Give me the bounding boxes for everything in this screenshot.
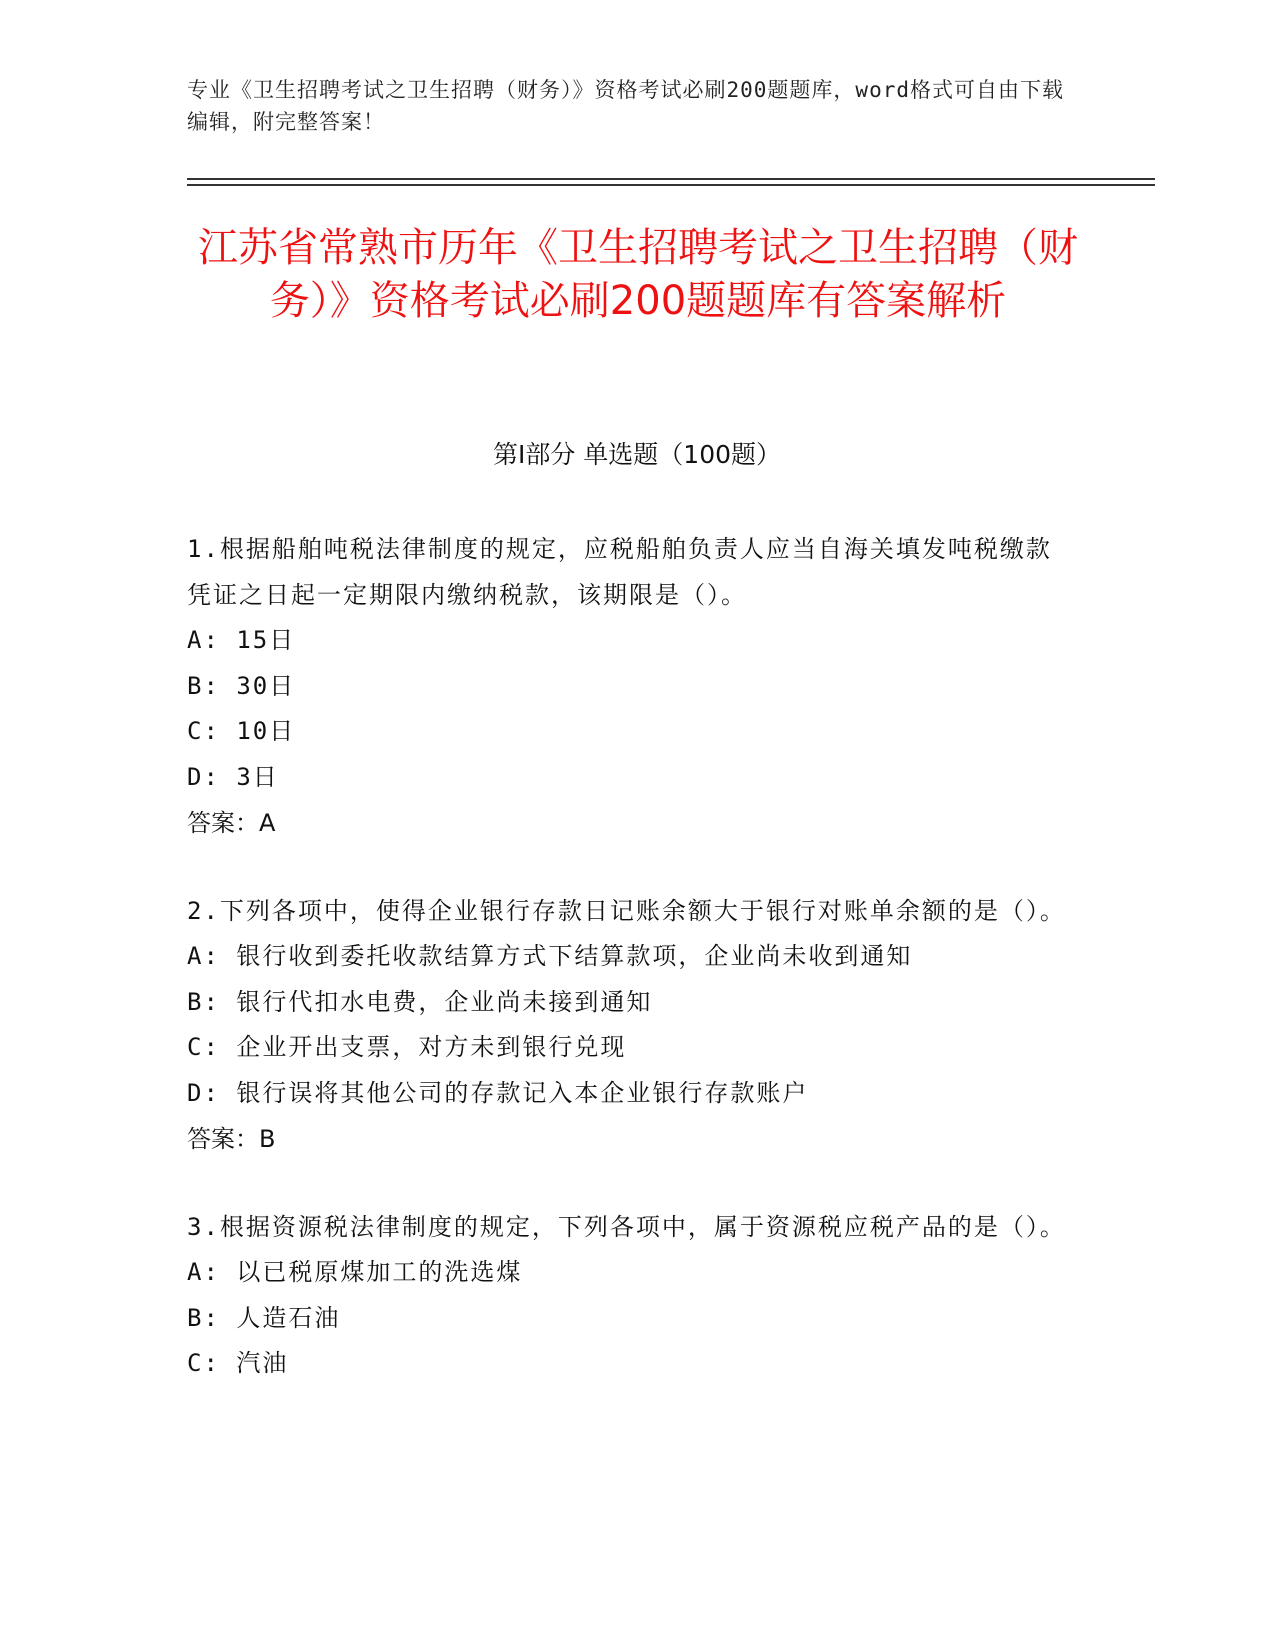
option-key: C: — [187, 1033, 220, 1061]
document-title: 江苏省常熟市历年《卫生招聘考试之卫生招聘（财务）》资格考试必刷200题题库有答案解析 — [198, 225, 1078, 324]
option-a — [187, 934, 1067, 980]
option-d — [187, 1071, 1067, 1117]
option-text: 15日 — [236, 626, 296, 654]
option-key: B: — [187, 1303, 220, 1332]
option-a — [187, 1250, 1067, 1296]
option-key: A: — [187, 626, 220, 654]
question-1 — [187, 526, 1067, 846]
header-divider-line-secondary — [187, 184, 1155, 186]
option-text: 人造石油 — [236, 1303, 341, 1332]
option-text: 企业开出支票，对方未到银行兑现 — [236, 1033, 627, 1061]
option-text: 银行代扣水电费，企业尚未接到通知 — [236, 987, 653, 1016]
question-2 — [187, 888, 1067, 1162]
option-key: C: — [187, 1349, 220, 1377]
option-d — [187, 755, 1067, 801]
option-key: D: — [187, 1078, 220, 1107]
option-c — [187, 1025, 1067, 1071]
option-c — [187, 709, 1067, 755]
option-text: 汽油 — [236, 1349, 289, 1377]
answer-line: 答案：B — [187, 1125, 276, 1153]
option-c — [187, 1341, 1067, 1387]
option-a — [187, 618, 1067, 664]
option-text: 3日 — [236, 762, 279, 791]
option-text: 10日 — [236, 717, 296, 745]
option-key: B: — [187, 987, 220, 1016]
section-title: 第I部分 单选题（100题） — [492, 440, 782, 469]
option-b — [187, 664, 1067, 710]
option-b — [187, 980, 1067, 1026]
question-list — [187, 526, 1067, 1429]
option-key: B: — [187, 671, 220, 700]
option-key: A: — [187, 942, 220, 970]
option-key: C: — [187, 717, 220, 745]
question-3 — [187, 1204, 1067, 1387]
option-text: 30日 — [236, 671, 296, 700]
option-text: 银行误将其他公司的存款记入本企业银行存款账户 — [236, 1078, 809, 1107]
option-key: A: — [187, 1258, 220, 1286]
question-stem: 3.根据资源税法律制度的规定，下列各项中，属于资源税应税产品的是（）。 — [187, 1213, 1066, 1241]
header-note: 专业《卫生招聘考试之卫生招聘（财务）》资格考试必刷200题题库，word格式可自由下载编辑，附完整答案！ — [187, 78, 1064, 134]
option-text: 以已税原煤加工的洗选煤 — [236, 1258, 523, 1286]
option-text: 银行收到委托收款结算方式下结算款项，企业尚未收到通知 — [236, 942, 913, 970]
question-stem: 1.根据船舶吨税法律制度的规定，应税船舶负责人应当自海关填发吨税缴款凭证之日起一定期限内缴纳税款，该期限是（）。 — [187, 535, 1052, 609]
answer-line: 答案：A — [187, 809, 276, 837]
header-divider-line — [187, 178, 1155, 180]
question-stem: 2.下列各项中，使得企业银行存款日记账余额大于银行对账单余额的是（）。 — [187, 897, 1066, 925]
option-key: D: — [187, 762, 220, 791]
option-b — [187, 1296, 1067, 1342]
